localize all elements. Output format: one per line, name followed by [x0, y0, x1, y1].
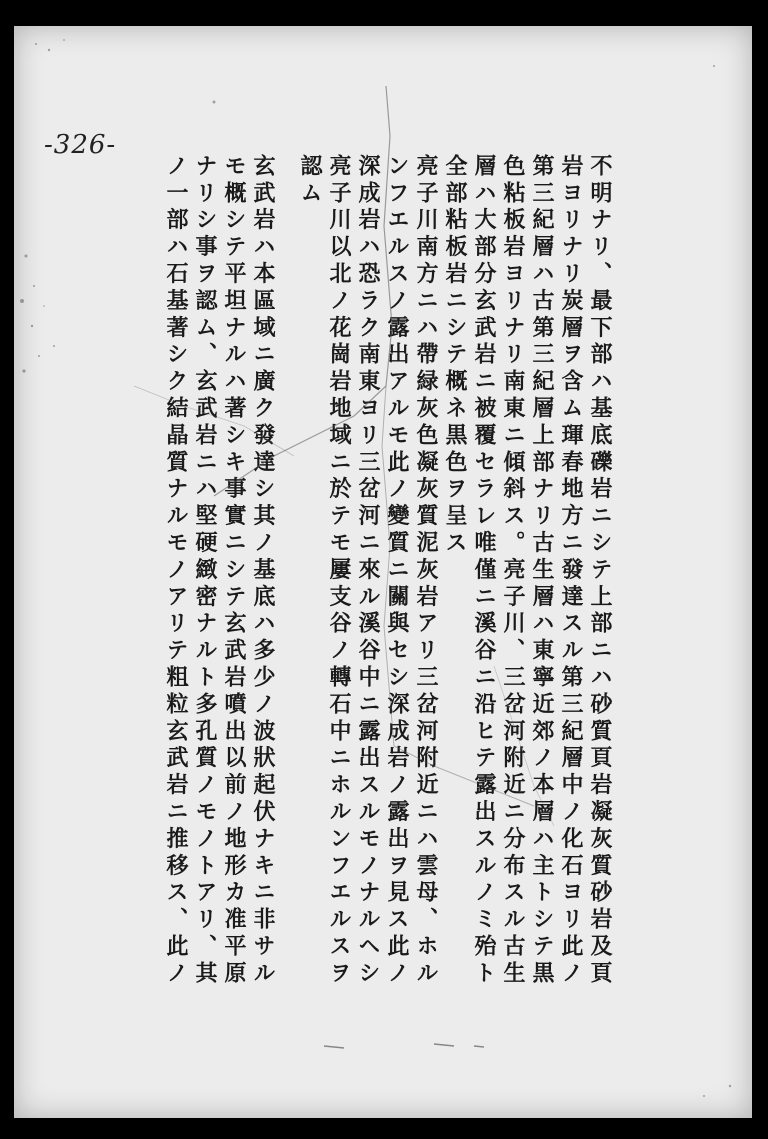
text-column-13: 玄武岩ハ本區域ニ廣ク發達シ其ノ基底ハ多少ノ波狀起伏ナキニ非サル	[250, 154, 276, 988]
text-column-9: 深成岩ハ恐ラク南東ヨリ三岔河ニ來ル溪谷中ニ露出スルモノナルヘシ	[355, 154, 381, 988]
document-page	[14, 26, 752, 1118]
text-column-3: 第三紀層ハ古第三紀層上部ナリ古生層ハ東寧近郊ノ本層ハ主トシテ黒	[529, 154, 555, 988]
text-column-15: ナリシ事ヲ認ム、玄武岩ニハ堅硬緻密ナルト多孔質ノモノトアリ、其	[192, 154, 218, 988]
text-column-14: モ概シテ平坦ナルハ著シキ事實ニシテ玄武岩噴出以前ノ地形カ准平原	[221, 154, 247, 988]
text-column-5: 層ハ大部分玄武岩ニ被覆セラレ唯僅ニ溪谷ニ沿ヒテ露出スルノミ殆ト	[471, 154, 497, 988]
text-column-6: 全部粘板岩ニシテ概ネ黒色ヲ呈ス	[442, 154, 468, 558]
text-column-11: 認ム	[297, 154, 323, 208]
text-column-1: 不明ナリ、最下部ハ基底礫岩ニシテ上部ニハ砂質頁岩凝灰質砂岩及頁	[587, 154, 613, 988]
text-column-4: 色粘板岩ヨリナリ南東ニ傾斜ス。亮子川、三岔河附近ニ分布スル古生	[500, 154, 526, 988]
paper-specks	[14, 26, 752, 1118]
text-column-10: 亮子川以北ノ花崗岩地域ニ於テモ屢支谷ノ轉石中ニホルンフエルスヲ	[326, 154, 352, 988]
text-column-8: ンフエルスノ露出アルモ此ノ變質ニ關與セシ深成岩ノ露出ヲ見ス此ノ	[384, 154, 410, 988]
text-column-2: 岩ヨリナリ炭層ヲ含ム琿春地方ニ發達スル第三紀層中ノ化石ヨリ此ノ	[558, 154, 584, 988]
text-column-16: ノ一部ハ石基著シク結晶質ナルモノアリテ粗粒玄武岩ニ推移ス、此ノ	[163, 154, 189, 988]
page-number: -326-	[44, 130, 117, 160]
text-column-7: 亮子川南方ニハ帶緑灰色凝灰質泥灰岩アリ三岔河附近ニハ雲母、ホル	[413, 154, 439, 988]
